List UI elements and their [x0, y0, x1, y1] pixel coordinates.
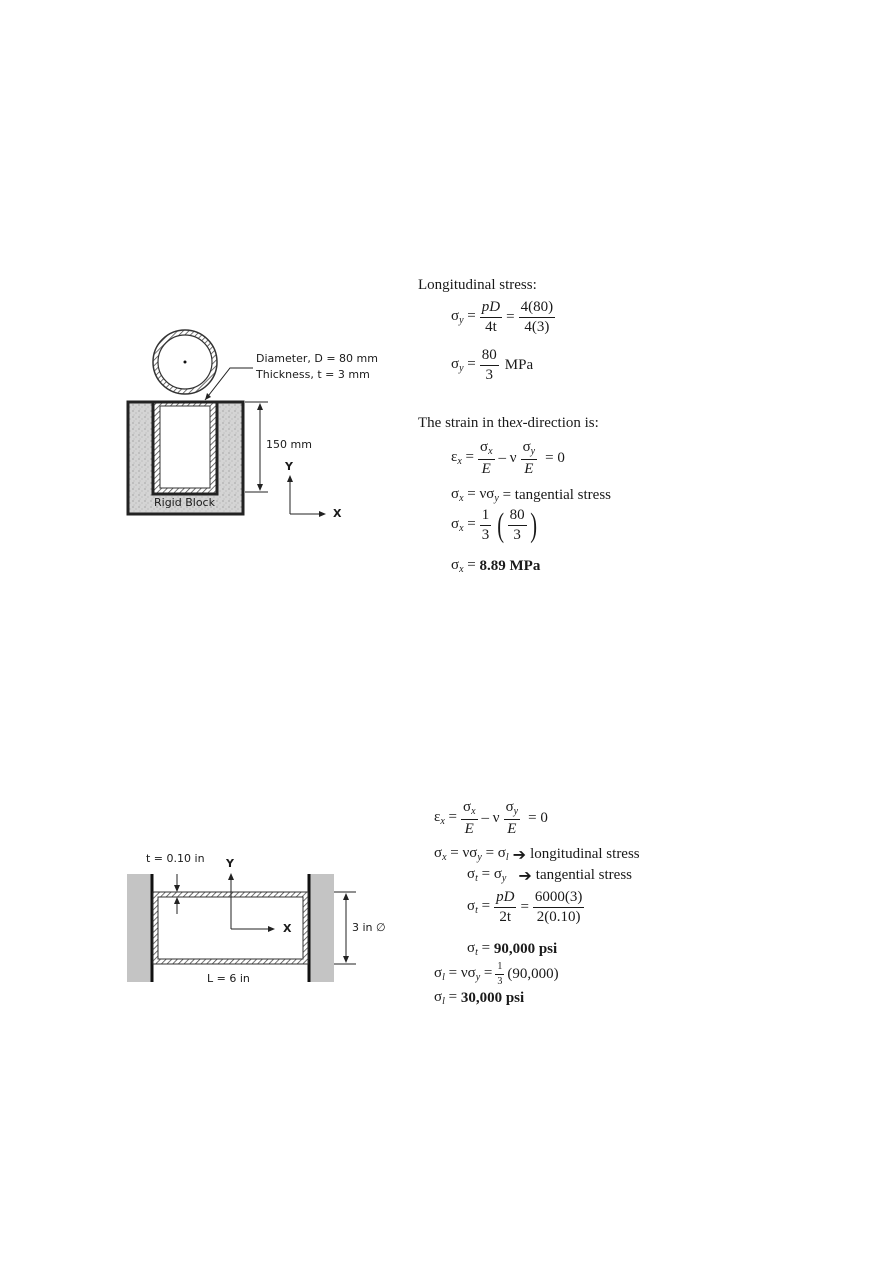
sigma-l-substitution: $\sigma_l = \nu\sigma_y$ = $\frac{1}{3}$ (90,000) — [434, 961, 559, 987]
sigma-y-value: $\sigma_y$ = $\frac{80}{3}$ MPa — [451, 347, 534, 383]
strain-equation-2: $\varepsilon_x$ = $\frac{\sigma_x}{E}$ – ν $\frac{\sigma_y}{E}$ = 0 — [434, 799, 548, 837]
sigma-y-equation: $\sigma_y$ = $\frac{pD}{4t}$ = $\frac{4(80)}{4(3)}$ — [451, 299, 554, 335]
x-axis-label-2: X — [283, 922, 292, 935]
diameter-label-2: 3 in ∅ — [352, 921, 386, 934]
strain-heading: The strain in the x -direction is: — [418, 415, 599, 431]
sigma-t-equation: $\sigma_t$ = $\frac{pD}{2t}$ = $\frac{6000(3)}{2(0.10)}$ — [467, 889, 583, 925]
thickness-label-2: t = 0.10 in — [146, 852, 205, 865]
longitudinal-heading: Longitudinal stress: — [418, 277, 537, 293]
y-axis-label: Y — [285, 460, 293, 473]
sigma-t-result: $\sigma_t$ = 90,000 psi — [467, 940, 558, 958]
tangential-stress-line-2: $\sigma_t = \sigma_y$ ➔ tangential stress — [467, 865, 633, 885]
length-label: L = 6 in — [207, 972, 250, 985]
strain-equation: $\varepsilon_x$ = $\frac{\sigma_x}{E}$ – ν $\frac{\sigma_y}{E}$ = 0 — [451, 439, 565, 477]
longitudinal-stress-line: $\sigma_x = \nu\sigma_y = \sigma_l$ ➔ longitudinal stress — [434, 844, 640, 864]
y-axis-label-2: Y — [226, 857, 234, 870]
diameter-label: Diameter, D = 80 mm — [256, 352, 378, 365]
sigma-x-result: $\sigma_x$ = 8.89 MPa — [451, 557, 541, 575]
sigma-l-result: $\sigma_l$ = 30,000 psi — [434, 989, 525, 1007]
rigid-block-label: Rigid Block — [154, 496, 215, 509]
sigma-x-substitution: $\sigma_x$ = $\frac{1}{3}$ ( $\frac{80}{3}$ ) — [451, 506, 537, 544]
thickness-label: Thickness, t = 3 mm — [256, 368, 370, 381]
tangential-stress-line: $\sigma_x = \nu\sigma_y$ = tangential stress — [451, 486, 612, 504]
height-label: 150 mm — [266, 438, 312, 451]
x-axis-label: X — [333, 507, 342, 520]
